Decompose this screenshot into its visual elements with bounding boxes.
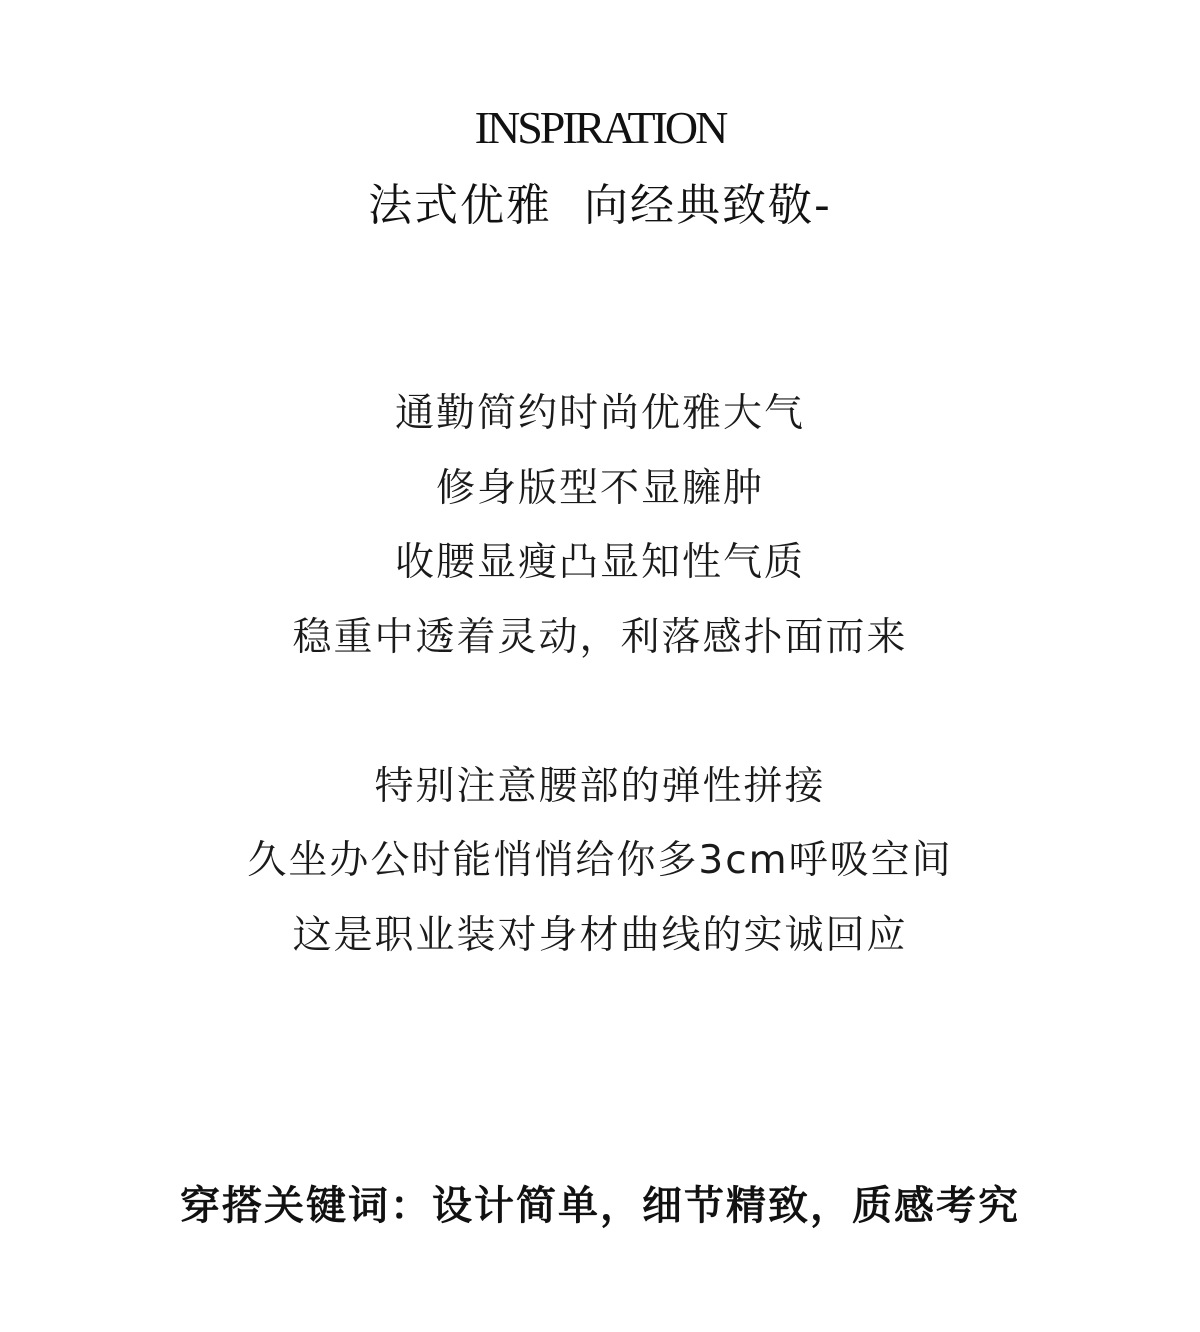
- paragraph-1-line-2: 修身版型不显臃肿: [435, 466, 764, 511]
- paragraph-1-line-1: 通勤简约时尚优雅大气: [394, 391, 805, 436]
- paragraph-1-line-3: 收腰显瘦凸显知性气质: [394, 540, 805, 585]
- heading-chinese: 法式优雅 向经典致敬-: [368, 180, 832, 231]
- heading-english: INSPIRATION: [474, 102, 726, 153]
- paragraph-1-line-4: 稳重中透着灵动，利落感扑面而来: [292, 615, 908, 660]
- paragraph-2-line-3: 这是职业装对身材曲线的实诚回应: [292, 913, 908, 958]
- keywords-line: 穿搭关键词：设计简单，细节精致，质感考究: [180, 1183, 1020, 1229]
- paragraph-2-line-2: 久坐办公时能悄悄给你多3cm呼吸空间: [247, 838, 953, 883]
- paragraph-2-line-1: 特别注意腰部的弹性拼接: [374, 764, 826, 809]
